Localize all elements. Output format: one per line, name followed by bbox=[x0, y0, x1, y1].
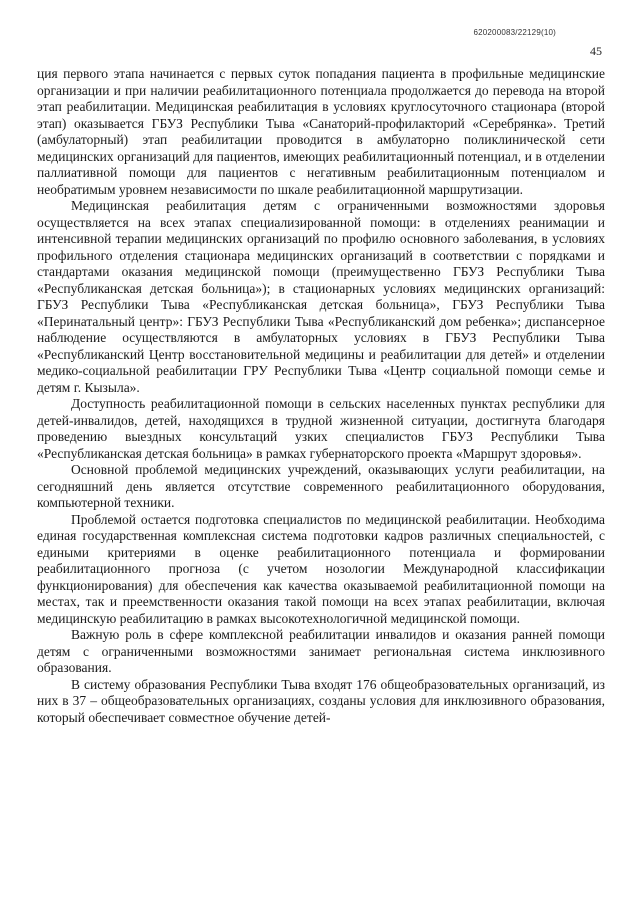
paragraph-children-rehabilitation: Медицинская реабилитация детям с ограниченными возможностями здоровья осуществляется на всех этапах специализированной помощи: в отделениях реанимации и интенсивной терапии медицинских организаций по профилю основного заболевания, в условиях профильного отделения стационара медицинских организаций в соответствии с порядками и стандартами оказания медицинской помощи (преимущественно ГБУЗ Республики Тыва «Республиканская детская больница»); в стационарных условиях медицинских организаций: ГБУЗ Республики Тыва «Республиканская детская больница», ГБУЗ Республики Тыва «Перинатальный центр»: ГБУЗ Республики Тыва «Республиканский дом ребенка»; диспансерное наблюдение осуществляются в амбулаторных условиях в ГБУЗ Республики Тыва «Республиканский Центр восстановительной медицины и реабилитации для детей» и отделении медико-социальной реабилитации ГРУ Республики Тыва «Центр социальной помощи семье и детям г. Кызыла». bbox=[37, 198, 605, 395]
document-id: 620200083/22129(10) bbox=[473, 28, 556, 37]
document-body bbox=[37, 66, 605, 726]
paragraph-equipment-problem: Основной проблемой медицинских учреждений, оказывающих услуги реабилитации, на сегодняшний день является отсутствие современного реабилитационного оборудования, компьютерной техники. bbox=[37, 462, 605, 510]
paragraph-staff-training: Проблемой остается подготовка специалистов по медицинской реабилитации. Необходима единая государственная комплексная система подготовки кадров различных специальностей, с едиными критериями в оценке реабилитационного потенциала и формировании реабилитационного прогноза (с учетом нозологии Международной классификации функционирования) для обеспечения как качества оказываемой реабилитационной помощи на местах, так и преемственности оказания такой помощи на всех этапах реабилитации, включая медицинскую реабилитацию в рамках высокотехнологичной медицинской помощи. bbox=[37, 511, 605, 626]
paragraph-continuation: ция первого этапа начинается с первых суток попадания пациента в профильные медицинские организации и при наличии реабилитационного потенциала продолжается до перевода на второй этап реабилитации. Медицинская реабилитация в условиях круглосуточного стационара (второй этап) оказывается ГБУЗ Республики Тыва «Санаторий-профилакторий «Серебрянка». Третий (амбулаторный) этап реабилитации проводится в амбулаторно поликлинической сети медицинских организаций для пациентов, имеющих реабилитационный потенциал, и в отделении паллиативной помощи для пациентов с негативным реабилитационным потенциалом и необратимым уровнем независимости по шкале реабилитационной маршрутизации. bbox=[37, 66, 605, 197]
paragraph-education-system: В систему образования Республики Тыва входят 176 общеобразовательных организаций, из них в 37 – общеобразовательных организациях, созданы условия для инклюзивного образования, который обеспечивает совместное обучение детей- bbox=[37, 676, 605, 725]
paragraph-rural-access: Доступность реабилитационной помощи в сельских населенных пунктах республики для детей-инвалидов, детей, находящихся в трудной жизненной ситуации, достигнута благодаря проведению выездных консультаций узких специалистов ГБУЗ Республики Тыва «Республиканская детская больница» в рамках губернаторского проекта «Маршрут здоровья». bbox=[37, 396, 605, 461]
paragraph-inclusive-education-role: Важную роль в сфере комплексной реабилитации инвалидов и оказания ранней помощи детям с ограниченными возможностями занимает региональная система инклюзивного образования. bbox=[37, 627, 605, 675]
page-number: 45 bbox=[590, 44, 602, 58]
